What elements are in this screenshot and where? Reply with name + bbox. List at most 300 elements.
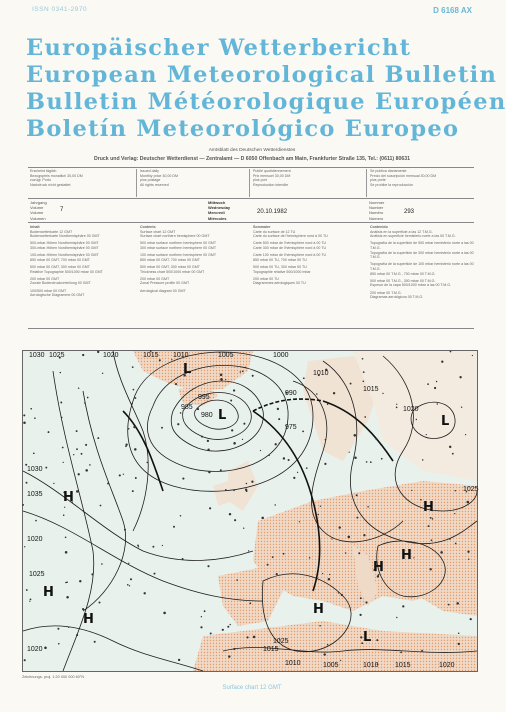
station-marker bbox=[411, 490, 412, 491]
station-marker bbox=[341, 594, 343, 596]
pressure-label: 1025 bbox=[29, 571, 45, 578]
station-marker bbox=[455, 543, 457, 545]
station-marker bbox=[327, 644, 328, 645]
station-marker bbox=[339, 526, 341, 528]
station-marker bbox=[29, 601, 30, 602]
station-marker bbox=[260, 450, 261, 451]
station-marker bbox=[452, 453, 454, 455]
divider bbox=[136, 169, 137, 197]
station-marker bbox=[26, 482, 28, 484]
station-marker bbox=[246, 490, 248, 492]
station-marker bbox=[132, 490, 134, 492]
station-marker bbox=[325, 439, 326, 440]
contents-item: 500 mbar 00 T.M.G., 300 mbar 00 T.M.G. bbox=[370, 278, 436, 283]
notice-column-fr: Publié quotidiennement Prix mensuel 30,00 DM plus port Reproduction interdite bbox=[253, 169, 291, 187]
map-scale: Zeichnungs- proj. 1:20 000 000 60°N bbox=[22, 675, 85, 679]
station-marker bbox=[437, 403, 438, 404]
station-marker bbox=[268, 455, 269, 456]
station-marker bbox=[119, 474, 121, 476]
station-marker bbox=[97, 351, 99, 353]
station-marker bbox=[242, 439, 243, 440]
station-marker bbox=[302, 430, 304, 432]
contents-item: Análisis en la superficie a las 12 T.M.G. bbox=[370, 229, 433, 234]
station-marker bbox=[63, 462, 64, 463]
contents-item: 200 mbar 00 T.M.G. bbox=[370, 290, 402, 295]
station-marker bbox=[449, 539, 450, 540]
pressure-label: 1015 bbox=[363, 386, 379, 393]
pressure-label: 1030 bbox=[29, 352, 45, 359]
station-marker bbox=[64, 507, 65, 508]
station-marker bbox=[377, 575, 379, 577]
high-pressure-center: H bbox=[401, 548, 412, 563]
station-marker bbox=[208, 471, 210, 473]
station-marker bbox=[210, 633, 212, 635]
rule bbox=[28, 167, 474, 168]
station-marker bbox=[365, 601, 367, 603]
station-marker bbox=[420, 499, 422, 501]
contents-item: 850 mbar 00 GMT, 700 mbar 00 GMT bbox=[30, 257, 90, 262]
contents-item: 100/500 mbar 00 GMT bbox=[30, 288, 67, 293]
station-marker bbox=[207, 440, 209, 442]
station-marker bbox=[227, 626, 229, 628]
station-marker bbox=[207, 565, 209, 567]
station-marker bbox=[324, 463, 326, 465]
pressure-label: 1010 bbox=[313, 370, 329, 377]
contents-item: 500 mbar 00 GMT, 300 mbar 00 GMT bbox=[30, 264, 90, 269]
station-marker bbox=[306, 467, 308, 469]
station-marker bbox=[57, 628, 59, 630]
contents-item: 200 mbar 00 TU bbox=[253, 276, 279, 281]
station-marker bbox=[229, 513, 231, 515]
station-marker bbox=[220, 469, 222, 471]
station-marker bbox=[283, 457, 285, 459]
station-marker bbox=[430, 517, 432, 519]
contents-item: Carte du surface de 12 TU bbox=[253, 229, 296, 234]
station-marker bbox=[154, 573, 156, 575]
contents-item: Topografía de la superficie de 100 mbar hemisferio norte a las 00 T.M.G. bbox=[370, 262, 474, 271]
station-marker bbox=[137, 545, 139, 547]
station-marker bbox=[128, 563, 129, 564]
rule bbox=[28, 198, 474, 199]
contents-item: 850 mbar 00 TU, 700 mbar 00 TU bbox=[253, 257, 307, 262]
contents-item: 500 mbar 00 TU, 300 mbar 00 TU bbox=[253, 264, 307, 269]
station-marker bbox=[455, 490, 456, 491]
station-marker bbox=[76, 634, 78, 636]
station-marker bbox=[89, 464, 91, 466]
station-marker bbox=[288, 459, 290, 461]
station-marker bbox=[144, 592, 146, 594]
pressure-label: 1020 bbox=[403, 406, 419, 413]
station-marker bbox=[65, 551, 68, 554]
notice-column-es: Se publica diariamente Precio del suscripción mensual 30,00 DM plus porte Se prohibe la reproducción bbox=[370, 169, 437, 187]
contents-heading: Inhalt bbox=[30, 225, 40, 229]
publication-code: D 6168 AX bbox=[433, 6, 472, 15]
station-marker bbox=[222, 629, 224, 631]
volume-labels: Jahrgang Volume Volume Volumen bbox=[30, 200, 47, 221]
station-marker bbox=[293, 477, 295, 479]
contents-item: Thickness chart 500/1000 mbar 00 GMT bbox=[140, 269, 205, 274]
amtsblatt-line: Amtsblatt des Deutschen Wetterdienstes bbox=[208, 148, 296, 153]
station-marker bbox=[130, 578, 132, 580]
contents-item: Surface chart northern hemisphere 00 GMT bbox=[140, 234, 210, 239]
number-labels: Nummer Number Numéro Número bbox=[369, 200, 385, 221]
station-marker bbox=[432, 518, 434, 520]
station-marker bbox=[331, 538, 332, 539]
contents-item: Topographie relative 500/1000 mbar bbox=[253, 269, 311, 274]
station-marker bbox=[297, 472, 298, 473]
station-marker bbox=[66, 581, 68, 583]
station-marker bbox=[382, 393, 383, 394]
contents-item: 100-mbar-Höhen Nordhemisphäre 00 GMT bbox=[30, 253, 99, 258]
contents-item: Diagrammes aérologiques 00 TU bbox=[253, 281, 306, 286]
station-marker bbox=[220, 374, 223, 377]
pressure-label: 1025 bbox=[49, 352, 65, 359]
station-marker bbox=[207, 449, 209, 451]
station-marker bbox=[465, 434, 466, 435]
station-marker bbox=[317, 514, 318, 515]
station-marker bbox=[30, 599, 32, 601]
map-caption: Surface chart 12 GMT bbox=[222, 685, 282, 691]
station-marker bbox=[354, 456, 357, 459]
contents-column bbox=[370, 225, 480, 302]
notice-column-de: Erscheint täglich Bezugspreis monatlich 30,00 DM zuzügl. Porto Nachdruck nicht gestattet bbox=[30, 169, 83, 187]
station-marker bbox=[34, 417, 36, 419]
station-marker bbox=[66, 596, 69, 599]
contents-column bbox=[30, 225, 140, 300]
number-value: 293 bbox=[404, 209, 415, 215]
pressure-label: 980 bbox=[201, 412, 213, 419]
station-marker bbox=[107, 483, 109, 485]
station-marker bbox=[283, 553, 285, 555]
station-marker bbox=[251, 481, 253, 483]
contents-item: 500-mbar-Höhen Nordhemisphäre 00 GMT bbox=[30, 241, 99, 246]
station-marker bbox=[319, 625, 321, 627]
station-marker bbox=[429, 568, 431, 570]
station-marker bbox=[228, 655, 230, 657]
pressure-label: 1025 bbox=[273, 638, 289, 645]
station-marker bbox=[261, 517, 264, 520]
station-marker bbox=[329, 574, 330, 575]
contents-item: Aerologische Diagramme 00 GMT bbox=[30, 293, 85, 298]
station-marker bbox=[356, 517, 358, 519]
station-marker bbox=[24, 546, 25, 547]
title-english: European Meteorological Bulletin bbox=[26, 62, 498, 88]
station-marker bbox=[97, 437, 99, 439]
station-marker bbox=[246, 483, 248, 485]
station-marker bbox=[360, 597, 362, 599]
station-marker bbox=[225, 489, 227, 491]
pressure-label: 1020 bbox=[27, 646, 43, 653]
station-marker bbox=[23, 422, 26, 425]
pressure-label: 1020 bbox=[439, 662, 455, 669]
station-marker bbox=[245, 367, 247, 369]
station-marker bbox=[322, 573, 323, 574]
station-marker bbox=[396, 404, 397, 405]
station-marker bbox=[416, 419, 417, 420]
station-marker bbox=[62, 447, 64, 449]
contents-item: Carte 500 mbar de l'hémisphère nord à 00 TU bbox=[253, 241, 327, 246]
station-marker bbox=[53, 483, 54, 484]
contents-item: Surface chart 12 GMT bbox=[140, 229, 176, 234]
station-marker bbox=[413, 557, 414, 558]
station-marker bbox=[233, 389, 235, 391]
pressure-label: 1010 bbox=[173, 352, 189, 359]
station-marker bbox=[128, 428, 130, 430]
station-marker bbox=[127, 584, 129, 586]
contents-heading: Sommaire bbox=[253, 225, 271, 229]
pressure-label: 1020 bbox=[103, 352, 119, 359]
station-marker bbox=[177, 423, 179, 425]
station-marker bbox=[230, 624, 231, 625]
station-marker bbox=[138, 546, 139, 547]
station-marker bbox=[450, 351, 452, 353]
station-marker bbox=[328, 578, 330, 580]
high-pressure-center: H bbox=[373, 560, 384, 575]
pressure-label: 1015 bbox=[395, 662, 411, 669]
station-marker bbox=[400, 652, 402, 654]
station-marker bbox=[427, 383, 429, 385]
station-marker bbox=[233, 442, 236, 445]
contents-item: 500 mbar 00 GMT, 300 mbar 00 GMT bbox=[140, 264, 200, 269]
station-marker bbox=[84, 402, 85, 403]
station-marker bbox=[434, 387, 436, 389]
contents-item: Relative Topographie 500/1000 mbar 00 GMT bbox=[30, 269, 103, 274]
divider bbox=[366, 169, 367, 197]
station-marker bbox=[133, 426, 136, 429]
station-marker bbox=[362, 358, 364, 360]
station-marker bbox=[440, 551, 443, 554]
station-marker bbox=[468, 558, 469, 559]
low-pressure-center: L bbox=[183, 362, 192, 377]
station-marker bbox=[233, 648, 235, 650]
station-marker bbox=[85, 444, 87, 446]
station-marker bbox=[376, 438, 378, 440]
station-marker bbox=[320, 506, 321, 507]
station-marker bbox=[323, 653, 325, 655]
contents-item: Diagramas aerológicos 00 T.M.G. bbox=[370, 295, 424, 300]
station-marker bbox=[470, 618, 472, 620]
station-marker bbox=[461, 407, 462, 408]
publisher-line: Druck und Verlag: Deutscher Wetterdienst — Zentralamt — D 6050 Offenbach am Main, Frankfurter Straße 135, Tel.: (0611) 80631 bbox=[93, 156, 411, 162]
station-marker bbox=[242, 370, 244, 372]
station-marker bbox=[30, 408, 32, 410]
station-marker bbox=[58, 643, 60, 645]
high-pressure-center: H bbox=[63, 490, 74, 505]
station-marker bbox=[134, 397, 136, 399]
station-marker bbox=[163, 612, 166, 615]
station-marker bbox=[338, 592, 339, 593]
station-marker bbox=[340, 660, 341, 661]
station-marker bbox=[421, 650, 423, 652]
station-marker bbox=[135, 477, 137, 479]
contents-item: Carte 100 mbar de l'hémisphère nord à 00 TU bbox=[253, 253, 327, 258]
station-marker bbox=[178, 659, 180, 661]
station-marker bbox=[276, 573, 278, 575]
rule bbox=[28, 328, 474, 329]
station-marker bbox=[303, 377, 305, 379]
contents-item: 300-mbar-Höhen Nordhemisphäre 00 GMT bbox=[30, 245, 99, 250]
station-marker bbox=[243, 528, 244, 529]
station-marker bbox=[197, 408, 199, 410]
station-marker bbox=[161, 427, 163, 429]
station-marker bbox=[364, 416, 366, 418]
station-marker bbox=[274, 504, 275, 505]
station-marker bbox=[22, 504, 24, 506]
contents-heading: Contents bbox=[140, 225, 156, 229]
pressure-label: 1030 bbox=[27, 466, 43, 473]
station-marker bbox=[159, 359, 161, 361]
rule bbox=[28, 222, 474, 223]
station-marker bbox=[449, 446, 451, 448]
station-marker bbox=[231, 429, 233, 431]
station-marker bbox=[345, 552, 347, 554]
station-marker bbox=[441, 361, 443, 363]
station-marker bbox=[101, 563, 103, 565]
station-marker bbox=[230, 400, 232, 402]
surface-weather-map bbox=[22, 350, 478, 672]
contents-heading: Contenido bbox=[370, 225, 388, 229]
station-marker bbox=[467, 551, 469, 553]
station-marker bbox=[233, 489, 235, 491]
station-marker bbox=[309, 557, 310, 558]
pressure-label: 1015 bbox=[143, 352, 159, 359]
station-marker bbox=[175, 383, 177, 385]
station-marker bbox=[267, 564, 269, 566]
title-french: Bulletin Météorologique Européen bbox=[26, 89, 506, 115]
station-marker bbox=[316, 393, 318, 395]
station-marker bbox=[48, 431, 50, 433]
low-pressure-center: L bbox=[363, 630, 372, 645]
station-marker bbox=[125, 445, 127, 447]
station-marker bbox=[162, 545, 163, 546]
station-marker bbox=[79, 580, 81, 582]
day-labels: Mittwoch Wednesday Mercredi Miércoles bbox=[208, 200, 231, 221]
contents-item: 200 mbar 00 GMT bbox=[30, 276, 60, 281]
pressure-label: 1000 bbox=[273, 352, 289, 359]
station-marker bbox=[348, 536, 351, 539]
station-marker bbox=[428, 525, 430, 527]
volume-value: 7 bbox=[60, 207, 64, 213]
station-marker bbox=[76, 430, 78, 432]
station-marker bbox=[134, 448, 137, 451]
station-marker bbox=[133, 389, 135, 391]
station-marker bbox=[152, 546, 154, 548]
station-marker bbox=[243, 423, 245, 425]
station-marker bbox=[132, 366, 134, 368]
station-marker bbox=[146, 462, 148, 464]
pressure-label: 1020 bbox=[27, 536, 43, 543]
station-marker bbox=[234, 519, 236, 521]
station-marker bbox=[431, 539, 433, 541]
station-marker bbox=[363, 371, 365, 373]
station-marker bbox=[249, 602, 251, 604]
station-marker bbox=[277, 408, 279, 410]
station-marker bbox=[124, 529, 126, 531]
station-marker bbox=[78, 387, 79, 388]
station-marker bbox=[333, 392, 335, 394]
station-marker bbox=[87, 397, 89, 399]
station-marker bbox=[396, 407, 398, 409]
station-marker bbox=[426, 434, 427, 435]
title-spanish: Boletín Meteorológico Europeo bbox=[26, 116, 460, 142]
pressure-label: 975 bbox=[285, 424, 297, 431]
station-marker bbox=[68, 626, 70, 628]
station-marker bbox=[327, 404, 328, 405]
station-marker bbox=[65, 536, 67, 538]
station-marker bbox=[299, 521, 300, 522]
station-marker bbox=[248, 550, 249, 551]
contents-item: Carte 300 mbar de l'hémisphère nord à 00 TU bbox=[253, 245, 327, 250]
high-pressure-center: H bbox=[83, 612, 94, 627]
station-marker bbox=[436, 381, 438, 383]
pressure-label: 1005 bbox=[323, 662, 339, 669]
pressure-label: 990 bbox=[285, 390, 297, 397]
station-marker bbox=[354, 434, 357, 437]
station-marker bbox=[131, 403, 132, 404]
pressure-label: 1015 bbox=[263, 646, 279, 653]
station-marker bbox=[81, 453, 83, 455]
station-marker bbox=[366, 461, 368, 463]
pressure-label: 1035 bbox=[27, 491, 43, 498]
station-marker bbox=[45, 467, 47, 469]
station-marker bbox=[275, 443, 277, 445]
station-marker bbox=[78, 473, 80, 475]
station-marker bbox=[422, 459, 424, 461]
station-marker bbox=[370, 461, 372, 463]
pressure-label: 1005 bbox=[218, 352, 234, 359]
station-marker bbox=[448, 604, 450, 606]
station-marker bbox=[129, 585, 130, 586]
divider bbox=[249, 169, 250, 197]
station-marker bbox=[279, 442, 280, 443]
station-marker bbox=[180, 515, 182, 517]
station-marker bbox=[123, 474, 124, 475]
station-marker bbox=[472, 355, 473, 356]
station-marker bbox=[63, 514, 65, 516]
station-marker bbox=[381, 458, 383, 460]
station-marker bbox=[350, 383, 352, 385]
station-marker bbox=[359, 614, 361, 616]
station-marker bbox=[44, 647, 47, 650]
pressure-label: 985 bbox=[181, 404, 193, 411]
station-marker bbox=[396, 617, 397, 618]
station-marker bbox=[35, 520, 37, 522]
contents-item: Carte du surface de l'hémisphère nord à 00 TU bbox=[253, 234, 328, 239]
station-marker bbox=[61, 417, 62, 418]
station-marker bbox=[467, 501, 470, 504]
station-marker bbox=[23, 414, 25, 416]
contents-item: Topografía de la superficie de 300 mbar hemisferio norte a las 00 T.M.G. bbox=[370, 250, 474, 260]
station-marker bbox=[278, 418, 280, 420]
contents-column bbox=[140, 225, 250, 293]
station-marker bbox=[100, 505, 102, 507]
pressure-label: 1010 bbox=[363, 662, 379, 669]
station-marker bbox=[60, 372, 61, 373]
contents-item: Zonal Pressure profile 00 GMT bbox=[140, 281, 190, 286]
station-marker bbox=[204, 610, 206, 612]
station-marker bbox=[201, 436, 203, 438]
station-marker bbox=[458, 643, 460, 645]
low-pressure-center: L bbox=[218, 408, 227, 423]
contents-item: 300 mbar surface northern hemisphere 00 GMT bbox=[140, 245, 217, 250]
station-marker bbox=[76, 490, 79, 493]
station-marker bbox=[363, 534, 365, 536]
issn-number: ISSN 0341-2970 bbox=[32, 6, 88, 13]
contents-item: 200 mbar 00 GMT bbox=[140, 276, 170, 281]
pressure-label: 995 bbox=[198, 394, 210, 401]
station-marker bbox=[33, 452, 35, 454]
station-marker bbox=[454, 513, 455, 514]
